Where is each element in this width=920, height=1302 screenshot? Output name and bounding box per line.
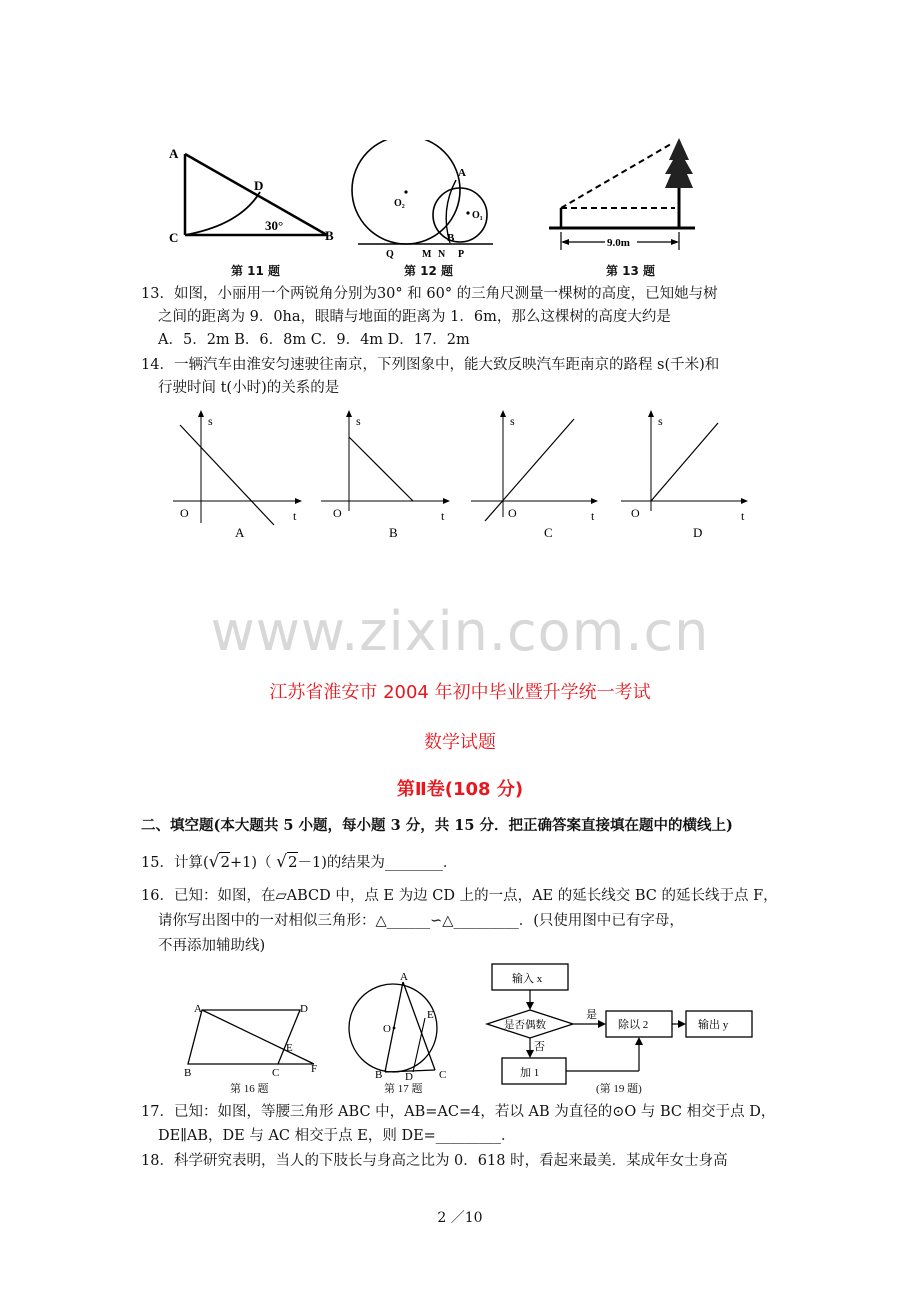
label-A: A xyxy=(194,1003,202,1015)
q16-line3: 不再添加辅助线) xyxy=(158,938,266,954)
figure-17 xyxy=(343,970,463,1082)
sqrt-symbol: √ xyxy=(276,852,287,872)
graph-d xyxy=(618,405,758,545)
q17-line2: DE∥AB，DE 与 AC 相交于点 E，则 DE=_________． xyxy=(158,1128,516,1144)
sqrt-radicand: 2 xyxy=(220,853,230,871)
label-A: A xyxy=(400,971,408,983)
label-C: C xyxy=(439,1069,447,1081)
label-O2: O₂ xyxy=(394,198,405,209)
sqrt-symbol: √ xyxy=(208,852,220,872)
label-A: A xyxy=(458,167,466,179)
o-label: O xyxy=(333,506,342,520)
figure-19-flowchart xyxy=(478,958,778,1098)
q16-line1: 16．已知：如图，在▱ABCD 中，点 E 为边 CD 上的一点，AE 的延长线交 BC 的延长线于点 F， xyxy=(141,888,778,904)
s-label: s xyxy=(510,414,515,428)
page-number: 2 ／10 xyxy=(437,1210,483,1226)
figure-16 xyxy=(180,1000,330,1080)
subject-title: 数学试题 xyxy=(424,732,496,753)
graph-letter: B xyxy=(389,525,398,540)
q14-line2: 行驶时间 t(小时)的关系的是 xyxy=(158,380,340,396)
q17-line1: 17．已知：如图，等腰三角形 ABC 中，AB=AC=4，若以 AB 为直径的⊙O 与 BC 相交于点 D， xyxy=(141,1104,776,1120)
caption-fig19: (第 19 题) xyxy=(596,1083,642,1095)
caption-fig17: 第 17 题 xyxy=(384,1083,423,1095)
q16-line2: 请你写出图中的一对相似三角形：△______∽△_________．(只使用图中已有字母， xyxy=(158,913,684,929)
q15-prefix: 15．计算( xyxy=(141,855,209,871)
sqrt-radicand: 2 xyxy=(288,853,298,871)
caption-fig16: 第 16 题 xyxy=(230,1083,269,1095)
q13-line2: 之间的距离为 9．0ha，眼睛与地面的距离为 1．6m，那么这棵树的高度大约是 xyxy=(158,309,671,325)
s-label: s xyxy=(658,414,663,428)
caption-fig13: 第 13 题 xyxy=(606,264,656,278)
flow-divide: 除以 2 xyxy=(618,1019,649,1031)
label-C: C xyxy=(169,230,179,245)
q15 xyxy=(141,851,457,874)
graph-letter: D xyxy=(693,525,703,540)
label-B: B xyxy=(184,1067,192,1079)
caption-fig12: 第 12 题 xyxy=(404,264,454,278)
flow-no: 否 xyxy=(534,1041,545,1053)
graph-letter: A xyxy=(235,525,245,540)
label-B: B xyxy=(447,232,455,244)
watermark: www.zixin.com.cn xyxy=(210,600,710,663)
label-C: C xyxy=(272,1067,280,1079)
flow-yes: 是 xyxy=(586,1009,597,1021)
s-label: s xyxy=(208,414,213,428)
label-N: N xyxy=(438,249,446,260)
exam-title: 江苏省淮安市 2004 年初中毕业暨升学统一考试 xyxy=(269,682,651,703)
label-O1: O₁ xyxy=(472,210,483,221)
q14-line1: 14．一辆汽车由淮安匀速驶往南京，下列图象中，能大致反映汽车距南京的路程 s(千米)和 xyxy=(141,357,720,373)
t-label: t xyxy=(441,509,445,523)
o-label: O xyxy=(180,506,189,520)
flow-decision: 是否偶数 xyxy=(504,1020,546,1031)
q15-mid1: +1)（ xyxy=(230,855,277,871)
q13-options: A．5．2m B．6．8m C．9．4m D．17．2m xyxy=(158,332,470,348)
graph-a xyxy=(168,405,308,545)
label-O: O xyxy=(383,1023,391,1035)
flow-input: 输入 x xyxy=(512,973,543,985)
label-E: E xyxy=(286,1042,293,1054)
graph-letter: C xyxy=(544,525,553,540)
q18-line1: 18．科学研究表明，当人的下肢长与身高之比为 0．618 时，看起来最美．某成年女士身高 xyxy=(141,1153,728,1169)
label-D: D xyxy=(254,178,264,193)
label-B: B xyxy=(375,1069,383,1081)
section-heading: 二、填空题(本大题共 5 小题，每小题 3 分，共 15 分．把正确答案直接填在题中的横线上) xyxy=(141,817,733,834)
t-label: t xyxy=(591,509,595,523)
part-title: 第Ⅱ卷(108 分) xyxy=(396,779,524,800)
caption-fig11: 第 11 题 xyxy=(231,264,281,278)
label-D: D xyxy=(405,1071,413,1082)
label-Q: Q xyxy=(386,249,394,260)
label-M: M xyxy=(422,249,432,260)
t-label: t xyxy=(741,509,745,523)
s-label: s xyxy=(356,414,361,428)
flow-output: 输出 y xyxy=(698,1019,729,1031)
label-B: B xyxy=(325,228,334,243)
label-P: P xyxy=(458,249,465,260)
figure-11 xyxy=(165,140,345,275)
flow-add: 加 1 xyxy=(520,1067,540,1079)
angle-label: 30° xyxy=(265,218,284,233)
graph-b xyxy=(318,405,458,545)
o-label: O xyxy=(631,506,640,520)
graph-c xyxy=(468,405,608,545)
figure-13 xyxy=(545,130,705,260)
label-F: F xyxy=(311,1063,318,1075)
label-D: D xyxy=(300,1003,308,1015)
figure-12 xyxy=(348,140,508,265)
q13-line1: 13．如图，小丽用一个两锐角分别为30° 和 60° 的三角尺测量一棵树的高度，已知她与树 xyxy=(141,286,718,302)
q15-mid2: －1)的结果为________． xyxy=(297,855,458,871)
label-A: A xyxy=(169,146,179,161)
t-label: t xyxy=(293,509,297,523)
distance-label: 9.0m xyxy=(607,237,630,249)
o-label: O xyxy=(508,506,517,520)
label-E: E xyxy=(427,1009,434,1021)
